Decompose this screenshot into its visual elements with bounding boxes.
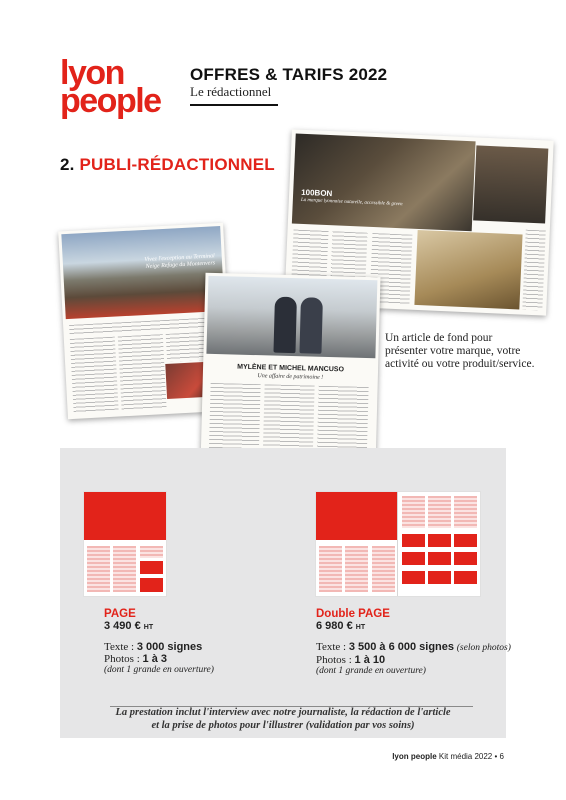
layout-photo-block [428,552,451,565]
person-figure [299,297,322,354]
text-column [209,383,261,454]
price-unit: HT [355,624,366,631]
text-column [70,337,119,414]
layout-text-block [402,496,425,528]
mag2-subtitle: Une affaire de patrimoine ! [257,373,324,381]
section-title [60,155,275,175]
plan-photos [316,654,511,666]
spread-brand: 100BON [301,187,333,199]
magazine-page-mockup-mancuso [201,273,381,470]
photos-label: Photos : [104,653,143,665]
photos-label: Photos : [316,654,355,666]
section-label: PUBLI-RÉDACTIONNEL [79,155,275,174]
text-column [317,386,369,457]
page-subtitle: Le rédactionnel [190,84,272,99]
mag1-headline: Vivez l'exception au Terminal Neige Refuge du Montenvers [144,253,216,270]
layout-text-block [113,546,136,592]
footer-label: Kit média 2022 [438,752,493,761]
price-value: 6 980 € [316,620,353,632]
layout-text-block [345,546,368,592]
layout-photo-block [316,492,398,540]
text-label: Texte : [104,641,137,653]
layout-text-block [140,546,163,558]
logo-line-2: people [60,81,161,120]
offer-description: Un article de fond pour présenter votre marque, votre activité ou votre produit/service. [385,332,535,370]
text-column [522,230,545,311]
layout-photo-block [84,492,166,540]
layout-photo-block [454,534,477,547]
footer-brand: lyon people [392,752,437,761]
text-value: 3 000 signes [136,641,203,653]
text-value: 3 500 à 6 000 signes [348,641,455,653]
service-note-line-1: La prestation inclut l'interview avec notre journaliste, la rédaction de l'article [115,707,451,718]
lyon-people-logo [60,54,161,120]
layout-text-block [454,496,477,528]
products-photo [414,230,522,310]
photos-value: 1 à 10 [354,654,386,666]
layout-photo-block [402,571,425,584]
page-footer [392,752,504,761]
footer-separator: • [494,752,498,761]
single-page-layout-icon [84,492,166,596]
plan-text-length [316,641,511,654]
layout-text-block [428,496,451,528]
layout-photo-block [140,561,163,574]
double-page-layout-icon [316,492,480,596]
layout-photo-block [402,552,425,565]
layout-text-block [319,546,342,592]
text-label: Texte : [316,641,349,653]
layout-text-block [372,546,395,592]
plan-double-page [316,608,511,677]
logo-line-1: lyon [60,54,124,92]
plan-name: PAGE [104,608,136,620]
spread-tagline: La marque lyonnaise naturelle, accessible & green [300,197,403,208]
spine-divider [397,492,398,596]
price-value: 3 490 € [104,620,141,632]
plan-photos-note: (dont 1 grande en ouverture) [316,666,426,676]
text-column [263,384,315,455]
photos-value: 1 à 3 [142,653,167,665]
section-number: 2. [60,155,75,174]
mountain-photo [61,226,224,319]
price-unit: HT [143,624,154,631]
plan-photos [104,653,214,665]
plan-name: Double PAGE [316,608,390,620]
plan-text-length [104,641,214,653]
layout-photo-block [454,552,477,565]
service-note-line-2: et la prise de photos pour l'illustrer (validation par vos soins) [151,719,415,731]
layout-photo-block [428,571,451,584]
title-underline [190,104,278,106]
portrait-photo [473,145,548,223]
plan-price [104,620,214,632]
mag2-headline: MYLÈNE ET MICHEL MANCUSO [237,363,345,374]
boutique-photo [292,134,476,232]
page-number: 6 [499,752,504,761]
person-figure [273,297,296,354]
page-title: OFFRES & TARIFS 2022 [190,65,388,84]
service-note [60,707,506,732]
plan-page [104,608,214,676]
text-column [118,334,167,411]
layout-photo-block [402,534,425,547]
plan-price [316,620,511,632]
plan-photos-note: (dont 1 grande en ouverture) [104,665,214,675]
layout-photo-block [428,534,451,547]
layout-photo-block [140,578,163,592]
text-extra: (selon photos) [456,643,511,653]
layout-photo-block [454,571,477,584]
layout-text-block [87,546,110,592]
